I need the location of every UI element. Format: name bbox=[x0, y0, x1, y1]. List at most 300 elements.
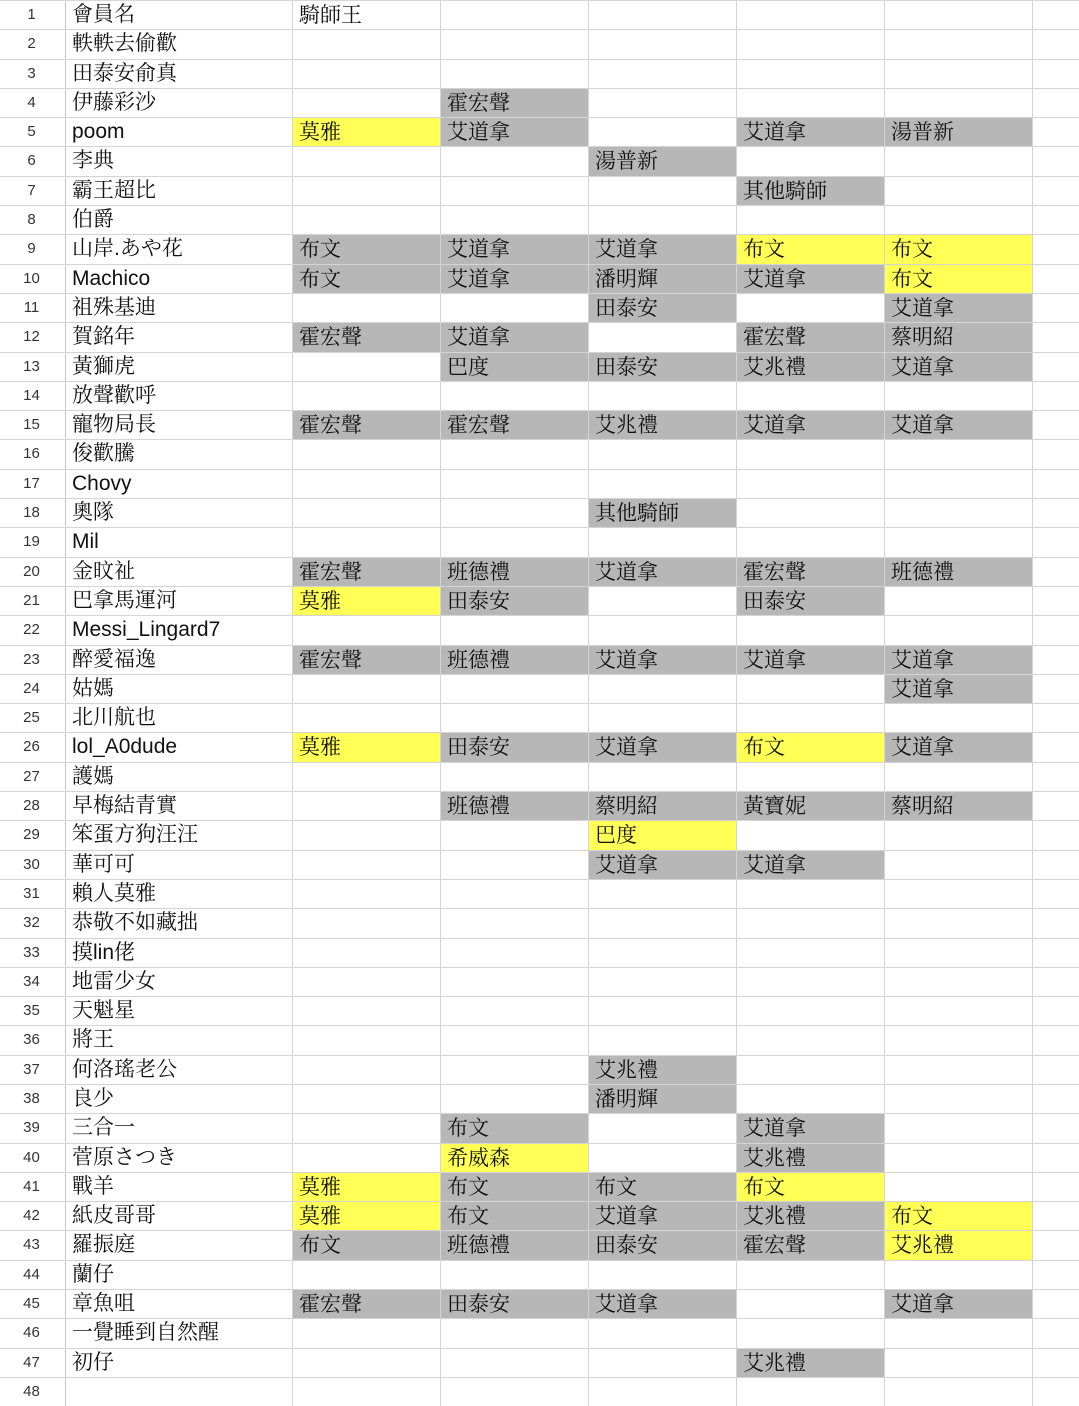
empty-cell[interactable] bbox=[1033, 675, 1079, 703]
jockey-pick-cell[interactable] bbox=[885, 1378, 1033, 1406]
jockey-pick-cell[interactable] bbox=[293, 89, 441, 117]
jockey-pick-cell[interactable] bbox=[737, 616, 885, 644]
jockey-pick-cell[interactable] bbox=[441, 675, 589, 703]
empty-cell[interactable] bbox=[1033, 1, 1079, 29]
jockey-pick-cell[interactable] bbox=[885, 1173, 1033, 1201]
row-number[interactable]: 3 bbox=[0, 60, 66, 88]
jockey-pick-cell[interactable]: 艾道拿 bbox=[737, 646, 885, 674]
member-name-cell[interactable]: 三合一 bbox=[66, 1114, 293, 1142]
jockey-pick-cell[interactable] bbox=[885, 616, 1033, 644]
jockey-pick-cell[interactable] bbox=[885, 997, 1033, 1025]
jockey-pick-cell[interactable] bbox=[885, 30, 1033, 58]
jockey-pick-cell[interactable]: 艾道拿 bbox=[885, 646, 1033, 674]
row-number[interactable]: 32 bbox=[0, 909, 66, 937]
jockey-pick-cell[interactable] bbox=[589, 1261, 737, 1289]
row-number[interactable]: 34 bbox=[0, 968, 66, 996]
jockey-pick-cell[interactable] bbox=[441, 821, 589, 849]
jockey-pick-cell[interactable] bbox=[441, 968, 589, 996]
jockey-pick-cell[interactable] bbox=[441, 294, 589, 322]
member-name-cell[interactable]: 黃獅虎 bbox=[66, 353, 293, 381]
jockey-pick-cell[interactable] bbox=[293, 440, 441, 468]
jockey-pick-cell[interactable] bbox=[737, 821, 885, 849]
jockey-pick-cell[interactable] bbox=[737, 528, 885, 556]
row-number[interactable]: 28 bbox=[0, 792, 66, 820]
jockey-pick-cell[interactable] bbox=[589, 939, 737, 967]
jockey-pick-cell[interactable] bbox=[441, 499, 589, 527]
jockey-pick-cell[interactable] bbox=[885, 1144, 1033, 1172]
jockey-pick-cell[interactable] bbox=[441, 1349, 589, 1377]
member-name-cell[interactable]: 賴人莫雅 bbox=[66, 880, 293, 908]
empty-cell[interactable] bbox=[1033, 440, 1079, 468]
member-name-cell[interactable]: 早梅結青實 bbox=[66, 792, 293, 820]
empty-cell[interactable] bbox=[1033, 851, 1079, 879]
jockey-pick-cell[interactable]: 艾道拿 bbox=[737, 411, 885, 439]
row-number[interactable]: 12 bbox=[0, 323, 66, 351]
jockey-pick-cell[interactable] bbox=[441, 147, 589, 175]
row-number[interactable]: 24 bbox=[0, 675, 66, 703]
member-name-cell[interactable]: 田泰安俞真 bbox=[66, 60, 293, 88]
jockey-pick-cell[interactable]: 霍宏聲 bbox=[293, 411, 441, 439]
jockey-pick-cell[interactable] bbox=[441, 616, 589, 644]
jockey-pick-cell[interactable] bbox=[885, 1085, 1033, 1113]
empty-cell[interactable] bbox=[1033, 89, 1079, 117]
jockey-pick-cell[interactable] bbox=[589, 1144, 737, 1172]
jockey-pick-cell[interactable]: 田泰安 bbox=[737, 587, 885, 615]
jockey-pick-cell[interactable] bbox=[885, 470, 1033, 498]
jockey-pick-cell[interactable] bbox=[885, 704, 1033, 732]
jockey-pick-cell[interactable] bbox=[885, 821, 1033, 849]
jockey-pick-cell[interactable] bbox=[885, 880, 1033, 908]
member-name-cell[interactable]: 章魚咀 bbox=[66, 1290, 293, 1318]
jockey-pick-cell[interactable] bbox=[885, 177, 1033, 205]
empty-cell[interactable] bbox=[1033, 880, 1079, 908]
jockey-pick-cell[interactable]: 艾兆禮 bbox=[737, 1349, 885, 1377]
jockey-pick-cell[interactable]: 布文 bbox=[885, 265, 1033, 293]
jockey-pick-cell[interactable]: 艾道拿 bbox=[885, 675, 1033, 703]
jockey-pick-cell[interactable] bbox=[589, 206, 737, 234]
empty-cell[interactable] bbox=[1033, 118, 1079, 146]
jockey-pick-cell[interactable]: 潘明輝 bbox=[589, 265, 737, 293]
jockey-pick-cell[interactable]: 班德禮 bbox=[885, 558, 1033, 586]
empty-cell[interactable] bbox=[1033, 265, 1079, 293]
member-name-cell[interactable]: Machico bbox=[66, 265, 293, 293]
jockey-pick-cell[interactable]: 班德禮 bbox=[441, 558, 589, 586]
row-number[interactable]: 29 bbox=[0, 821, 66, 849]
jockey-pick-cell[interactable] bbox=[589, 909, 737, 937]
row-number[interactable]: 47 bbox=[0, 1349, 66, 1377]
row-number[interactable]: 2 bbox=[0, 30, 66, 58]
empty-cell[interactable] bbox=[1033, 1261, 1079, 1289]
member-name-cell[interactable]: 俊歡騰 bbox=[66, 440, 293, 468]
row-number[interactable]: 39 bbox=[0, 1114, 66, 1142]
jockey-pick-cell[interactable]: 班德禮 bbox=[441, 1231, 589, 1259]
jockey-pick-cell[interactable]: 霍宏聲 bbox=[293, 558, 441, 586]
empty-cell[interactable] bbox=[1033, 616, 1079, 644]
row-number[interactable]: 19 bbox=[0, 528, 66, 556]
jockey-pick-cell[interactable] bbox=[737, 1056, 885, 1084]
jockey-pick-cell[interactable] bbox=[293, 1261, 441, 1289]
empty-cell[interactable] bbox=[1033, 1202, 1079, 1230]
jockey-pick-cell[interactable] bbox=[737, 30, 885, 58]
member-name-cell[interactable]: 摸lin佬 bbox=[66, 939, 293, 967]
jockey-pick-cell[interactable] bbox=[589, 1, 737, 29]
member-name-cell[interactable] bbox=[66, 1378, 293, 1406]
empty-cell[interactable] bbox=[1033, 997, 1079, 1025]
jockey-pick-cell[interactable]: 艾道拿 bbox=[589, 235, 737, 263]
jockey-pick-cell[interactable] bbox=[293, 1378, 441, 1406]
jockey-pick-cell[interactable] bbox=[293, 177, 441, 205]
row-number[interactable]: 22 bbox=[0, 616, 66, 644]
jockey-pick-cell[interactable]: 布文 bbox=[737, 235, 885, 263]
empty-cell[interactable] bbox=[1033, 528, 1079, 556]
jockey-pick-cell[interactable]: 田泰安 bbox=[441, 1290, 589, 1318]
jockey-pick-cell[interactable] bbox=[293, 1319, 441, 1347]
jockey-pick-cell[interactable]: 布文 bbox=[293, 235, 441, 263]
row-number[interactable]: 40 bbox=[0, 1144, 66, 1172]
jockey-pick-cell[interactable]: 霍宏聲 bbox=[293, 646, 441, 674]
jockey-pick-cell[interactable] bbox=[441, 382, 589, 410]
jockey-pick-cell[interactable] bbox=[885, 206, 1033, 234]
jockey-pick-cell[interactable] bbox=[589, 382, 737, 410]
jockey-pick-cell[interactable]: 巴度 bbox=[589, 821, 737, 849]
jockey-pick-cell[interactable] bbox=[293, 1144, 441, 1172]
empty-cell[interactable] bbox=[1033, 147, 1079, 175]
jockey-pick-cell[interactable] bbox=[293, 499, 441, 527]
jockey-pick-cell[interactable]: 黃寶妮 bbox=[737, 792, 885, 820]
member-name-cell[interactable]: 蘭仔 bbox=[66, 1261, 293, 1289]
jockey-pick-cell[interactable]: 潘明輝 bbox=[589, 1085, 737, 1113]
jockey-pick-cell[interactable]: 艾兆禮 bbox=[589, 1056, 737, 1084]
member-name-cell[interactable]: Chovy bbox=[66, 470, 293, 498]
empty-cell[interactable] bbox=[1033, 646, 1079, 674]
member-name-cell[interactable]: Messi_Lingard7 bbox=[66, 616, 293, 644]
jockey-pick-cell[interactable] bbox=[441, 470, 589, 498]
jockey-pick-cell[interactable]: 艾兆禮 bbox=[885, 1231, 1033, 1259]
empty-cell[interactable] bbox=[1033, 353, 1079, 381]
jockey-pick-cell[interactable]: 湯普新 bbox=[589, 147, 737, 175]
member-name-cell[interactable]: 笨蛋方狗汪汪 bbox=[66, 821, 293, 849]
jockey-pick-cell[interactable] bbox=[441, 177, 589, 205]
jockey-pick-cell[interactable] bbox=[737, 1290, 885, 1318]
jockey-pick-cell[interactable] bbox=[589, 528, 737, 556]
jockey-pick-cell[interactable] bbox=[293, 763, 441, 791]
jockey-pick-cell[interactable] bbox=[737, 1085, 885, 1113]
row-number[interactable]: 17 bbox=[0, 470, 66, 498]
empty-cell[interactable] bbox=[1033, 1173, 1079, 1201]
member-name-cell[interactable]: 紙皮哥哥 bbox=[66, 1202, 293, 1230]
jockey-pick-cell[interactable]: 田泰安 bbox=[589, 294, 737, 322]
empty-cell[interactable] bbox=[1033, 1085, 1079, 1113]
empty-cell[interactable] bbox=[1033, 733, 1079, 761]
jockey-pick-cell[interactable] bbox=[293, 1056, 441, 1084]
row-number[interactable]: 30 bbox=[0, 851, 66, 879]
jockey-pick-cell[interactable]: 艾道拿 bbox=[737, 118, 885, 146]
row-number[interactable]: 38 bbox=[0, 1085, 66, 1113]
row-number[interactable]: 42 bbox=[0, 1202, 66, 1230]
jockey-pick-cell[interactable] bbox=[293, 909, 441, 937]
jockey-pick-cell[interactable] bbox=[885, 1319, 1033, 1347]
jockey-pick-cell[interactable] bbox=[441, 528, 589, 556]
jockey-pick-cell[interactable] bbox=[885, 1026, 1033, 1054]
jockey-pick-cell[interactable] bbox=[737, 470, 885, 498]
row-number[interactable]: 26 bbox=[0, 733, 66, 761]
empty-cell[interactable] bbox=[1033, 704, 1079, 732]
jockey-pick-cell[interactable] bbox=[737, 1261, 885, 1289]
member-name-cell[interactable]: 初仔 bbox=[66, 1349, 293, 1377]
jockey-pick-cell[interactable] bbox=[293, 851, 441, 879]
row-number[interactable]: 4 bbox=[0, 89, 66, 117]
row-number[interactable]: 44 bbox=[0, 1261, 66, 1289]
empty-cell[interactable] bbox=[1033, 411, 1079, 439]
jockey-pick-cell[interactable]: 艾道拿 bbox=[885, 353, 1033, 381]
jockey-pick-cell[interactable] bbox=[589, 763, 737, 791]
empty-cell[interactable] bbox=[1033, 587, 1079, 615]
jockey-pick-cell[interactable] bbox=[885, 1261, 1033, 1289]
empty-cell[interactable] bbox=[1033, 1290, 1079, 1318]
jockey-pick-cell[interactable] bbox=[293, 675, 441, 703]
jockey-pick-cell[interactable]: 布文 bbox=[737, 733, 885, 761]
jockey-pick-cell[interactable] bbox=[293, 1114, 441, 1142]
jockey-pick-cell[interactable] bbox=[441, 206, 589, 234]
jockey-pick-cell[interactable] bbox=[589, 470, 737, 498]
empty-cell[interactable] bbox=[1033, 1056, 1079, 1084]
member-name-cell[interactable]: 巴拿馬運河 bbox=[66, 587, 293, 615]
jockey-pick-cell[interactable] bbox=[441, 1378, 589, 1406]
jockey-pick-cell[interactable] bbox=[441, 30, 589, 58]
jockey-pick-cell[interactable] bbox=[293, 294, 441, 322]
jockey-pick-cell[interactable] bbox=[885, 60, 1033, 88]
jockey-pick-cell[interactable]: 莫雅 bbox=[293, 1202, 441, 1230]
jockey-pick-cell[interactable] bbox=[293, 997, 441, 1025]
jockey-pick-cell[interactable]: 莫雅 bbox=[293, 587, 441, 615]
jockey-pick-cell[interactable]: 蔡明紹 bbox=[589, 792, 737, 820]
jockey-pick-cell[interactable] bbox=[441, 997, 589, 1025]
jockey-pick-cell[interactable] bbox=[589, 89, 737, 117]
empty-cell[interactable] bbox=[1033, 1114, 1079, 1142]
jockey-pick-cell[interactable] bbox=[441, 440, 589, 468]
jockey-pick-cell[interactable] bbox=[441, 1056, 589, 1084]
jockey-pick-cell[interactable]: 其他騎師 bbox=[737, 177, 885, 205]
jockey-pick-cell[interactable]: 艾道拿 bbox=[737, 1114, 885, 1142]
member-name-cell[interactable]: 醉愛福逸 bbox=[66, 646, 293, 674]
jockey-pick-cell[interactable]: 布文 bbox=[293, 265, 441, 293]
empty-cell[interactable] bbox=[1033, 821, 1079, 849]
member-name-cell[interactable]: 寵物局長 bbox=[66, 411, 293, 439]
empty-cell[interactable] bbox=[1033, 382, 1079, 410]
jockey-pick-cell[interactable]: 班德禮 bbox=[441, 792, 589, 820]
jockey-pick-cell[interactable]: 艾道拿 bbox=[885, 411, 1033, 439]
jockey-pick-cell[interactable] bbox=[589, 60, 737, 88]
empty-cell[interactable] bbox=[1033, 499, 1079, 527]
row-number[interactable]: 13 bbox=[0, 353, 66, 381]
member-name-cell[interactable]: 天魁星 bbox=[66, 997, 293, 1025]
jockey-pick-cell[interactable] bbox=[737, 206, 885, 234]
jockey-pick-cell[interactable] bbox=[589, 1026, 737, 1054]
jockey-pick-cell[interactable] bbox=[589, 587, 737, 615]
jockey-pick-cell[interactable]: 布文 bbox=[885, 235, 1033, 263]
jockey-pick-cell[interactable] bbox=[885, 968, 1033, 996]
jockey-pick-cell[interactable] bbox=[589, 1114, 737, 1142]
jockey-pick-cell[interactable] bbox=[737, 1378, 885, 1406]
jockey-pick-cell[interactable] bbox=[737, 675, 885, 703]
jockey-pick-cell[interactable]: 田泰安 bbox=[589, 1231, 737, 1259]
member-name-cell[interactable]: 伯爵 bbox=[66, 206, 293, 234]
jockey-pick-cell[interactable] bbox=[441, 1261, 589, 1289]
jockey-pick-cell[interactable] bbox=[293, 60, 441, 88]
jockey-pick-cell[interactable]: 布文 bbox=[885, 1202, 1033, 1230]
jockey-pick-cell[interactable] bbox=[293, 704, 441, 732]
member-name-cell[interactable]: 北川航也 bbox=[66, 704, 293, 732]
jockey-pick-cell[interactable] bbox=[885, 909, 1033, 937]
jockey-pick-cell[interactable]: 布文 bbox=[293, 1231, 441, 1259]
empty-cell[interactable] bbox=[1033, 1378, 1079, 1406]
jockey-pick-cell[interactable] bbox=[737, 909, 885, 937]
jockey-pick-cell[interactable] bbox=[589, 1378, 737, 1406]
member-name-cell[interactable]: 一覺睡到自然醒 bbox=[66, 1319, 293, 1347]
jockey-pick-cell[interactable] bbox=[589, 616, 737, 644]
jockey-pick-cell[interactable]: 布文 bbox=[589, 1173, 737, 1201]
jockey-pick-cell[interactable]: 希威森 bbox=[441, 1144, 589, 1172]
jockey-pick-cell[interactable] bbox=[293, 1349, 441, 1377]
jockey-pick-cell[interactable]: 莫雅 bbox=[293, 733, 441, 761]
jockey-pick-cell[interactable]: 霍宏聲 bbox=[293, 1290, 441, 1318]
empty-cell[interactable] bbox=[1033, 909, 1079, 937]
empty-cell[interactable] bbox=[1033, 558, 1079, 586]
jockey-pick-cell[interactable]: 田泰安 bbox=[441, 733, 589, 761]
member-name-cell[interactable]: 將王 bbox=[66, 1026, 293, 1054]
jockey-pick-cell[interactable] bbox=[589, 675, 737, 703]
jockey-pick-cell[interactable] bbox=[293, 30, 441, 58]
row-number[interactable]: 14 bbox=[0, 382, 66, 410]
jockey-pick-cell[interactable]: 霍宏聲 bbox=[737, 1231, 885, 1259]
row-number[interactable]: 9 bbox=[0, 235, 66, 263]
jockey-pick-cell[interactable]: 艾道拿 bbox=[737, 265, 885, 293]
member-name-cell[interactable]: 放聲歡呼 bbox=[66, 382, 293, 410]
member-name-cell[interactable]: Mil bbox=[66, 528, 293, 556]
row-number[interactable]: 21 bbox=[0, 587, 66, 615]
jockey-pick-cell[interactable] bbox=[737, 440, 885, 468]
jockey-pick-cell[interactable]: 艾道拿 bbox=[885, 1290, 1033, 1318]
jockey-pick-cell[interactable] bbox=[293, 470, 441, 498]
jockey-pick-cell[interactable]: 艾道拿 bbox=[885, 294, 1033, 322]
jockey-pick-cell[interactable]: 艾道拿 bbox=[885, 733, 1033, 761]
jockey-pick-cell[interactable] bbox=[589, 118, 737, 146]
member-name-cell[interactable]: 地雷少女 bbox=[66, 968, 293, 996]
member-name-cell[interactable]: 護媽 bbox=[66, 763, 293, 791]
jockey-pick-cell[interactable] bbox=[737, 939, 885, 967]
row-number[interactable]: 36 bbox=[0, 1026, 66, 1054]
jockey-pick-cell[interactable] bbox=[885, 1056, 1033, 1084]
jockey-pick-cell[interactable] bbox=[293, 792, 441, 820]
jockey-pick-cell[interactable]: 艾道拿 bbox=[441, 265, 589, 293]
member-name-cell[interactable]: 何洛瑤老公 bbox=[66, 1056, 293, 1084]
member-name-cell[interactable]: 山岸.あや花 bbox=[66, 235, 293, 263]
jockey-pick-cell[interactable]: 蔡明紹 bbox=[885, 323, 1033, 351]
member-name-cell[interactable]: poom bbox=[66, 118, 293, 146]
jockey-pick-cell[interactable] bbox=[885, 851, 1033, 879]
jockey-pick-cell[interactable] bbox=[737, 997, 885, 1025]
member-name-cell[interactable]: 恭敬不如藏拙 bbox=[66, 909, 293, 937]
row-number[interactable]: 37 bbox=[0, 1056, 66, 1084]
jockey-pick-cell[interactable]: 布文 bbox=[441, 1114, 589, 1142]
jockey-pick-cell[interactable] bbox=[885, 147, 1033, 175]
member-name-cell[interactable]: 羅振庭 bbox=[66, 1231, 293, 1259]
jockey-pick-cell[interactable] bbox=[589, 177, 737, 205]
jockey-pick-cell[interactable] bbox=[885, 382, 1033, 410]
jockey-pick-cell[interactable] bbox=[293, 382, 441, 410]
row-number[interactable]: 33 bbox=[0, 939, 66, 967]
jockey-pick-cell[interactable] bbox=[885, 89, 1033, 117]
jockey-pick-cell[interactable] bbox=[589, 1319, 737, 1347]
empty-cell[interactable] bbox=[1033, 1144, 1079, 1172]
row-number[interactable]: 15 bbox=[0, 411, 66, 439]
jockey-pick-cell[interactable]: 莫雅 bbox=[293, 118, 441, 146]
empty-cell[interactable] bbox=[1033, 1319, 1079, 1347]
jockey-pick-cell[interactable]: 艾道拿 bbox=[589, 1290, 737, 1318]
member-name-cell[interactable]: 軼軼去偷歡 bbox=[66, 30, 293, 58]
jockey-pick-cell[interactable] bbox=[589, 997, 737, 1025]
row-number[interactable]: 20 bbox=[0, 558, 66, 586]
jockey-pick-cell[interactable] bbox=[737, 1026, 885, 1054]
jockey-pick-cell[interactable] bbox=[737, 89, 885, 117]
jockey-pick-cell[interactable]: 莫雅 bbox=[293, 1173, 441, 1201]
jockey-pick-cell[interactable] bbox=[293, 147, 441, 175]
jockey-pick-cell[interactable]: 班德禮 bbox=[441, 646, 589, 674]
jockey-pick-cell[interactable]: 艾兆禮 bbox=[737, 1144, 885, 1172]
jockey-pick-cell[interactable] bbox=[737, 704, 885, 732]
jockey-pick-cell[interactable] bbox=[293, 616, 441, 644]
jockey-pick-cell[interactable] bbox=[293, 1085, 441, 1113]
empty-cell[interactable] bbox=[1033, 206, 1079, 234]
row-number[interactable]: 31 bbox=[0, 880, 66, 908]
jockey-pick-cell[interactable] bbox=[737, 763, 885, 791]
jockey-pick-cell[interactable] bbox=[885, 440, 1033, 468]
jockey-pick-cell[interactable]: 霍宏聲 bbox=[441, 411, 589, 439]
jockey-pick-cell[interactable] bbox=[737, 1, 885, 29]
row-number[interactable]: 25 bbox=[0, 704, 66, 732]
row-number[interactable]: 48 bbox=[0, 1378, 66, 1406]
jockey-pick-cell[interactable]: 布文 bbox=[441, 1173, 589, 1201]
jockey-pick-cell[interactable] bbox=[885, 528, 1033, 556]
member-name-cell[interactable]: 伊藤彩沙 bbox=[66, 89, 293, 117]
jockey-pick-cell[interactable] bbox=[293, 821, 441, 849]
empty-cell[interactable] bbox=[1033, 323, 1079, 351]
jockey-pick-cell[interactable] bbox=[293, 968, 441, 996]
jockey-pick-cell[interactable]: 霍宏聲 bbox=[737, 558, 885, 586]
row-number[interactable]: 46 bbox=[0, 1319, 66, 1347]
empty-cell[interactable] bbox=[1033, 968, 1079, 996]
jockey-pick-cell[interactable]: 艾道拿 bbox=[589, 1202, 737, 1230]
jockey-pick-cell[interactable] bbox=[737, 382, 885, 410]
empty-cell[interactable] bbox=[1033, 763, 1079, 791]
row-number[interactable]: 23 bbox=[0, 646, 66, 674]
jockey-pick-cell[interactable]: 艾兆禮 bbox=[737, 353, 885, 381]
row-number[interactable]: 1 bbox=[0, 1, 66, 29]
jockey-pick-cell[interactable] bbox=[441, 880, 589, 908]
member-name-cell[interactable]: 李典 bbox=[66, 147, 293, 175]
empty-cell[interactable] bbox=[1033, 1231, 1079, 1259]
jockey-pick-cell[interactable] bbox=[441, 60, 589, 88]
jockey-pick-cell[interactable] bbox=[589, 704, 737, 732]
jockey-pick-cell[interactable] bbox=[589, 30, 737, 58]
jockey-pick-cell[interactable] bbox=[885, 763, 1033, 791]
jockey-pick-cell[interactable] bbox=[589, 1349, 737, 1377]
row-number[interactable]: 7 bbox=[0, 177, 66, 205]
member-name-cell[interactable]: lol_A0dude bbox=[66, 733, 293, 761]
jockey-pick-cell[interactable]: 艾道拿 bbox=[441, 235, 589, 263]
member-name-cell[interactable]: 良少 bbox=[66, 1085, 293, 1113]
jockey-pick-cell[interactable] bbox=[441, 704, 589, 732]
